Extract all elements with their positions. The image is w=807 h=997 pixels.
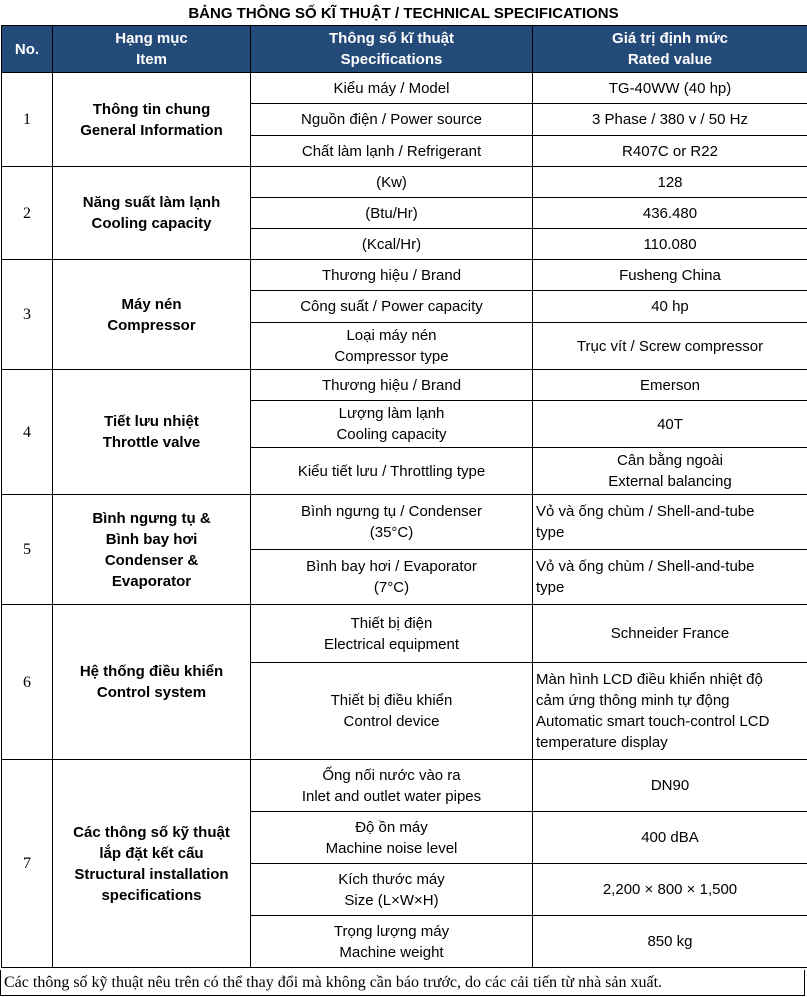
page-title: BẢNG THÔNG SỐ KĨ THUẬT / TECHNICAL SPECIFICATIONS xyxy=(188,5,619,22)
spec-line: Cooling capacity xyxy=(336,426,447,443)
item-line: Compressor xyxy=(107,316,196,334)
item-line: Năng suất làm lạnh xyxy=(82,194,221,211)
item-line: Thông tin chung xyxy=(92,100,211,118)
header-no: No. xyxy=(2,26,53,73)
value-line: Emerson xyxy=(639,376,701,394)
spec-table xyxy=(1,25,807,968)
value-cell xyxy=(533,760,807,812)
value-cell xyxy=(533,864,807,916)
value-cell xyxy=(533,401,807,448)
spec-cell xyxy=(251,812,533,864)
value-cell xyxy=(533,370,807,401)
table-row xyxy=(2,370,807,401)
value-cell xyxy=(533,495,807,550)
item-name xyxy=(53,760,251,968)
item-name xyxy=(53,495,251,605)
table-row xyxy=(2,760,807,812)
spec-cell xyxy=(251,323,533,370)
spec-line: Machine noise level xyxy=(325,839,458,857)
item-line: Cooling capacity xyxy=(91,215,212,232)
value-line: type xyxy=(536,524,565,541)
value-line: R407C or R22 xyxy=(622,142,718,160)
value-cell xyxy=(533,73,807,104)
value-line: Automatic smart touch-control LCD xyxy=(536,713,770,730)
row-number: 2 xyxy=(2,167,53,260)
value-line: Schneider France xyxy=(610,625,730,642)
value-cell xyxy=(533,448,807,495)
value-line: Trục vít / Screw compressor xyxy=(576,337,764,355)
header-spec: Thông số kĩ thuật Specifications xyxy=(251,26,533,73)
value-cell xyxy=(533,167,807,198)
item-line: lắp đặt kết cấu xyxy=(99,844,204,862)
spec-cell xyxy=(251,136,533,167)
value-line: Cân bằng ngoài xyxy=(617,452,723,469)
footnote: Các thông số kỹ thuật nêu trên có thể thay đổi mà không cần báo trước, do các cải tiến từ nhà sản xuất. xyxy=(0,970,805,996)
spec-line: Kiểu máy / Model xyxy=(333,79,450,97)
item-line: Hệ thống điều khiển xyxy=(79,663,224,680)
spec-cell xyxy=(251,760,533,812)
value-cell xyxy=(533,550,807,605)
value-cell xyxy=(533,104,807,136)
header-row xyxy=(2,26,807,73)
item-line: Evaporator xyxy=(111,572,192,590)
spec-cell xyxy=(251,448,533,495)
spec-line: Electrical equipment xyxy=(323,635,460,653)
spec-line: (Btu/Hr) xyxy=(365,204,418,222)
spec-line: Size (L×W×H) xyxy=(344,891,439,909)
value-line: Vỏ và ống chùm / Shell-and-tube xyxy=(536,558,755,575)
spec-line: Thiết bị điều khiển xyxy=(330,692,453,709)
value-line: 110.080 xyxy=(643,235,697,253)
value-line: External balancing xyxy=(608,473,732,490)
value-line: Màn hình LCD điều khiển nhiệt độ xyxy=(536,671,763,688)
value-cell xyxy=(533,136,807,167)
item-line: Tiết lưu nhiệt xyxy=(104,413,199,430)
spec-line: Nguồn điện / Power source xyxy=(301,111,482,128)
value-line: Vỏ và ống chùm / Shell-and-tube xyxy=(536,503,755,520)
spec-line: Chất làm lạnh / Refrigerant xyxy=(301,142,482,160)
value-line: type xyxy=(536,579,565,596)
spec-cell xyxy=(251,229,533,260)
spec-line: Control device xyxy=(343,713,440,730)
table-body xyxy=(2,73,807,968)
spec-line: (Kcal/Hr) xyxy=(361,235,422,253)
spec-line: Bình ngưng tụ / Condenser xyxy=(301,503,482,520)
spec-cell xyxy=(251,104,533,136)
table-row xyxy=(2,605,807,663)
value-line: Fusheng China xyxy=(619,266,721,284)
value-line: 40T xyxy=(657,415,683,433)
table-row xyxy=(2,495,807,550)
table-row xyxy=(2,73,807,104)
value-line: 400 dBA xyxy=(641,829,699,846)
spec-cell xyxy=(251,605,533,663)
value-line: 40 hp xyxy=(651,298,689,315)
table-row xyxy=(2,167,807,198)
value-cell xyxy=(533,605,807,663)
row-number: 4 xyxy=(2,370,53,495)
value-cell xyxy=(533,229,807,260)
value-cell xyxy=(533,323,807,370)
item-line: Control system xyxy=(96,684,207,701)
spec-cell xyxy=(251,260,533,291)
value-line: 850 kg xyxy=(647,933,693,950)
value-line: temperature display xyxy=(536,734,668,751)
table-header xyxy=(2,26,807,73)
spec-line: Kiểu tiết lưu / Throttling type xyxy=(297,462,486,480)
item-name xyxy=(53,167,251,260)
item-line: Bình ngưng tụ & xyxy=(92,509,211,527)
item-name xyxy=(53,73,251,167)
item-line: Máy nén xyxy=(121,295,182,313)
spec-line: Thiết bị điện xyxy=(350,614,433,632)
spec-cell xyxy=(251,198,533,229)
row-number: 6 xyxy=(2,605,53,760)
row-number: 5 xyxy=(2,495,53,605)
value-line: 436.480 xyxy=(642,204,698,222)
value-cell xyxy=(533,260,807,291)
item-name xyxy=(53,370,251,495)
item-name xyxy=(53,260,251,370)
value-cell xyxy=(533,916,807,968)
item-line: Throttle valve xyxy=(102,434,201,451)
spec-cell xyxy=(251,167,533,198)
item-name xyxy=(53,605,251,760)
spec-line: Trọng lượng máy xyxy=(333,922,450,940)
spec-line: Inlet and outlet water pipes xyxy=(301,787,482,805)
spec-cell xyxy=(251,663,533,760)
item-line: Structural installation xyxy=(74,865,229,883)
spec-cell xyxy=(251,73,533,104)
spec-line: Machine weight xyxy=(339,943,444,961)
spec-line: (35°C) xyxy=(369,524,414,541)
item-line: Các thông số kỹ thuật xyxy=(73,823,230,841)
item-line: specifications xyxy=(101,886,202,904)
header-value: Giá trị định mức Rated value xyxy=(533,26,807,73)
spec-line: Ống nối nước vào ra xyxy=(322,766,461,784)
item-line: General Information xyxy=(80,121,223,139)
value-line: DN90 xyxy=(650,777,690,794)
spec-line: Bình bay hơi / Evaporator xyxy=(306,558,477,575)
spec-line: Độ ồn máy xyxy=(355,818,428,836)
spec-line: Thương hiệu / Brand xyxy=(321,376,462,394)
spec-line: (Kw) xyxy=(376,173,407,191)
spec-cell xyxy=(251,550,533,605)
item-line: Bình bay hơi xyxy=(105,530,198,548)
spec-line: Compressor type xyxy=(334,348,449,365)
row-number: 3 xyxy=(2,260,53,370)
spec-line: Công suất / Power capacity xyxy=(300,298,483,315)
value-line: 2,200 × 800 × 1,500 xyxy=(602,881,738,898)
value-cell xyxy=(533,291,807,323)
header-item: Hạng mục Item xyxy=(53,26,251,73)
spec-line: Kích thước máy xyxy=(338,870,445,888)
spec-line: Lượng làm lạnh xyxy=(338,405,445,422)
value-cell xyxy=(533,198,807,229)
spec-cell xyxy=(251,370,533,401)
spec-line: (7°C) xyxy=(373,579,410,596)
row-number: 7 xyxy=(2,760,53,968)
spec-line: Loại máy nén xyxy=(346,327,437,344)
spec-cell xyxy=(251,495,533,550)
spec-cell xyxy=(251,401,533,448)
table-row xyxy=(2,260,807,291)
row-number: 1 xyxy=(2,73,53,167)
value-line: 128 xyxy=(657,173,683,191)
value-cell xyxy=(533,663,807,760)
item-line: Condenser & xyxy=(104,551,199,569)
value-line: TG-40WW (40 hp) xyxy=(608,79,732,97)
spec-cell xyxy=(251,916,533,968)
value-cell xyxy=(533,812,807,864)
value-line: cảm ứng thông minh tự động xyxy=(536,692,730,709)
spec-cell xyxy=(251,864,533,916)
spec-line: Thương hiệu / Brand xyxy=(321,266,462,284)
spec-cell xyxy=(251,291,533,323)
value-line: 3 Phase / 380 v / 50 Hz xyxy=(592,111,748,128)
